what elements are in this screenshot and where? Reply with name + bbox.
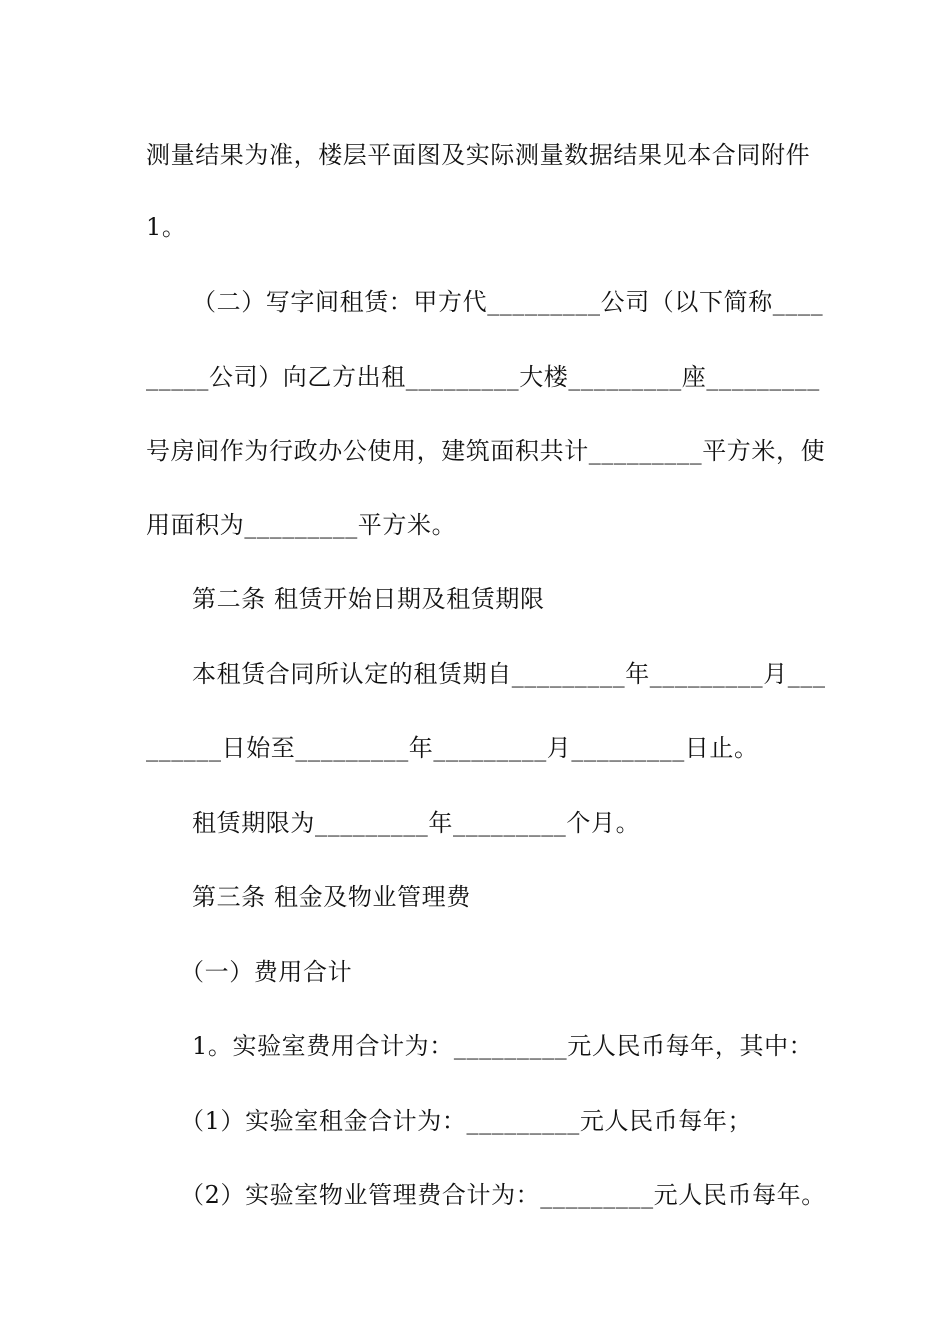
lab-property-fee-total: （2）实验室物业管理费合计为：_________元人民币每年。 xyxy=(180,1181,826,1209)
lease-term-end: ______日始至_________年_________月_________日止。 xyxy=(146,734,759,762)
fees-total-heading: （一）费用合计 xyxy=(180,958,353,986)
lease-term-start: 本租赁合同所认定的租赁期自_________年_________月___ xyxy=(192,660,826,688)
lease-duration: 租赁期限为_________年_________个月。 xyxy=(192,809,641,837)
article-3-heading: 第三条 租金及物业管理费 xyxy=(192,883,471,911)
body-line-1: 测量结果为准，楼层平面图及实际测量数据结果见本合同附件 xyxy=(146,141,811,169)
lab-fee-total: 1。实验室费用合计为：_________元人民币每年，其中： xyxy=(192,1032,814,1060)
clause-2-office-lease: （二）写字间租赁：甲方代_________公司（以下简称____ xyxy=(192,288,824,316)
article-2-heading: 第二条 租赁开始日期及租赁期限 xyxy=(192,585,545,613)
body-line-5: 号房间作为行政办公使用，建筑面积共计_________平方米，使 xyxy=(146,437,826,465)
lab-rent-total: （1）实验室租金合计为：_________元人民币每年； xyxy=(180,1107,753,1135)
body-line-6: 用面积为_________平方米。 xyxy=(146,511,457,539)
body-line-2: 1。 xyxy=(146,213,187,241)
body-line-4: _____公司）向乙方出租_________大楼_________座_________ xyxy=(146,363,820,391)
